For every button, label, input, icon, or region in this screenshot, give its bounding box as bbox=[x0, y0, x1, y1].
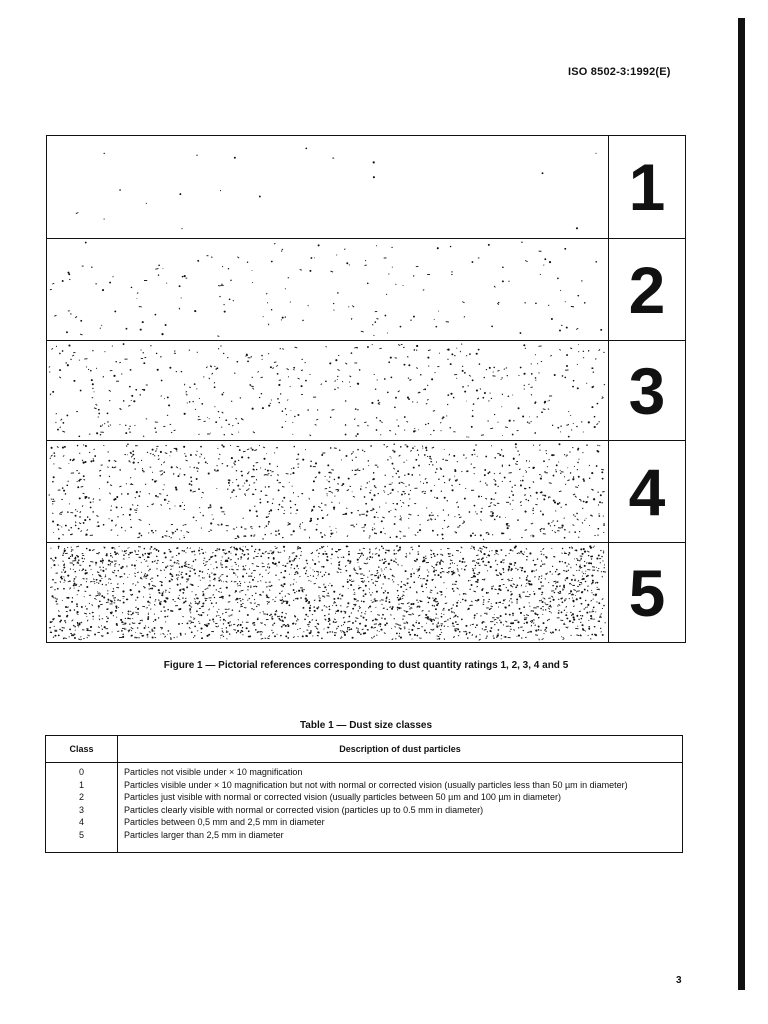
class-cell: 3 bbox=[46, 804, 118, 817]
description-cell: Particles not visible under × 10 magnification bbox=[118, 763, 683, 779]
description-cell: Particles between 0,5 mm and 2,5 mm in diameter bbox=[118, 816, 683, 829]
table-row bbox=[46, 829, 683, 853]
rating-number-2: 2 bbox=[628, 252, 666, 327]
rating-number-3: 3 bbox=[628, 353, 666, 428]
dust-pattern-2 bbox=[47, 239, 609, 340]
description-cell: Particles larger than 2,5 mm in diameter bbox=[118, 829, 683, 853]
column-header-class: Class bbox=[46, 736, 118, 763]
page-edge-bar bbox=[738, 18, 745, 990]
rating-number-4: 4 bbox=[628, 454, 666, 529]
dust-pattern-4 bbox=[47, 441, 609, 542]
description-cell: Particles clearly visible with normal or corrected vision (particles up to 0.5 mm in diameter) bbox=[118, 804, 683, 817]
document-reference: ISO 8502-3:1992(E) bbox=[568, 66, 671, 78]
class-cell: 1 bbox=[46, 779, 118, 792]
dust-pattern-1 bbox=[47, 136, 609, 238]
rating-panel-2 bbox=[47, 238, 685, 340]
description-cell: Particles visible under × 10 magnification but not with normal or corrected vision (usually particles less than 50 µm in diameter) bbox=[118, 779, 683, 792]
class-cell: 2 bbox=[46, 791, 118, 804]
dust-pattern-5 bbox=[47, 543, 609, 642]
dust-rating-figure bbox=[46, 135, 686, 643]
description-cell: Particles just visible with normal or corrected vision (usually particles between 50 µm and 100 µm in diameter) bbox=[118, 791, 683, 804]
table-row bbox=[46, 804, 683, 817]
table-title: Table 1 — Dust size classes bbox=[299, 720, 433, 731]
class-cell: 4 bbox=[46, 816, 118, 829]
class-cell: 5 bbox=[46, 829, 118, 853]
page-number: 3 bbox=[676, 975, 682, 986]
table-header-row bbox=[46, 736, 683, 763]
rating-panel-3 bbox=[47, 340, 685, 440]
table-row bbox=[46, 791, 683, 804]
table-row bbox=[46, 763, 683, 779]
rating-panel-1 bbox=[47, 136, 685, 238]
rating-number-5: 5 bbox=[628, 555, 666, 630]
rating-panel-5 bbox=[47, 542, 685, 642]
rating-panel-4 bbox=[47, 440, 685, 542]
table-row bbox=[46, 816, 683, 829]
rating-number-1: 1 bbox=[628, 150, 666, 224]
column-header-description: Description of dust particles bbox=[118, 736, 683, 763]
figure-caption: Figure 1 — Pictorial references corresponding to dust quantity ratings 1, 2, 3, 4 and 5 bbox=[163, 660, 569, 671]
table-row bbox=[46, 779, 683, 792]
dust-pattern-3 bbox=[47, 341, 609, 440]
class-cell: 0 bbox=[46, 763, 118, 779]
dust-size-table bbox=[45, 735, 683, 853]
